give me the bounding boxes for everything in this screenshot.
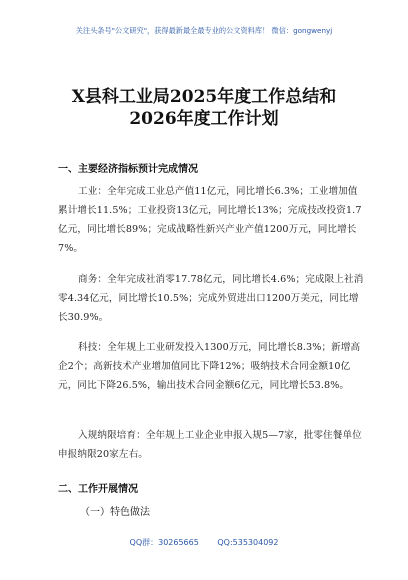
paragraph-cultivation: 入规纳限培育：全年规上工业企业申报入规5—7家，批零住餐单位申报纳限20家左右。 [58,430,362,460]
paragraph-technology: 科技：全年规上工业研发投入1300万元，同比增长8.3%；新增高企2个；高新技术产业增加值同比下降12%；吸纳技术合同金额10亿元，同比下降26.5%，输出技术合同金额6亿元，同比增长53.8%。 [58,342,361,391]
promo-banner: 关注头条号"公文研究"，获得最新最全最专业的公文资料库！ 微信：gongwenyj [75,26,333,35]
qq-text: QQ:535304092 [217,538,279,547]
section-2-heading: 二、工作开展情况 [58,484,138,495]
document-title [0,86,408,130]
section-1-heading: 一、主要经济指标预计完成情况 [58,164,198,175]
title-line-1: X县科工业局2025年度工作总结和 [71,87,337,107]
paragraph-industry: 工业：全年完成工业总产值11亿元，同比增长6.3%；工业增加值累计增长11.5%；工业投资13亿元，同比增长13%；完成技改投资1.7亿元，同比增长89%；完成战略性新兴产业产值1200万元，同比增长7%。 [58,186,362,254]
paragraph-commerce: 商务：全年完成社消零17.78亿元，同比增长4.6%；完成限上社消零4.34亿元，同比增长10.5%；完成外贸进出口1200万美元，同比增长30.9%。 [58,274,364,323]
subsection-1-heading: （一）特色做法 [80,507,150,518]
title-line-2: 2026年度工作计划 [129,109,279,129]
qq-group-text: QQ群：30265665 [129,538,199,547]
contact-footer [0,537,408,548]
